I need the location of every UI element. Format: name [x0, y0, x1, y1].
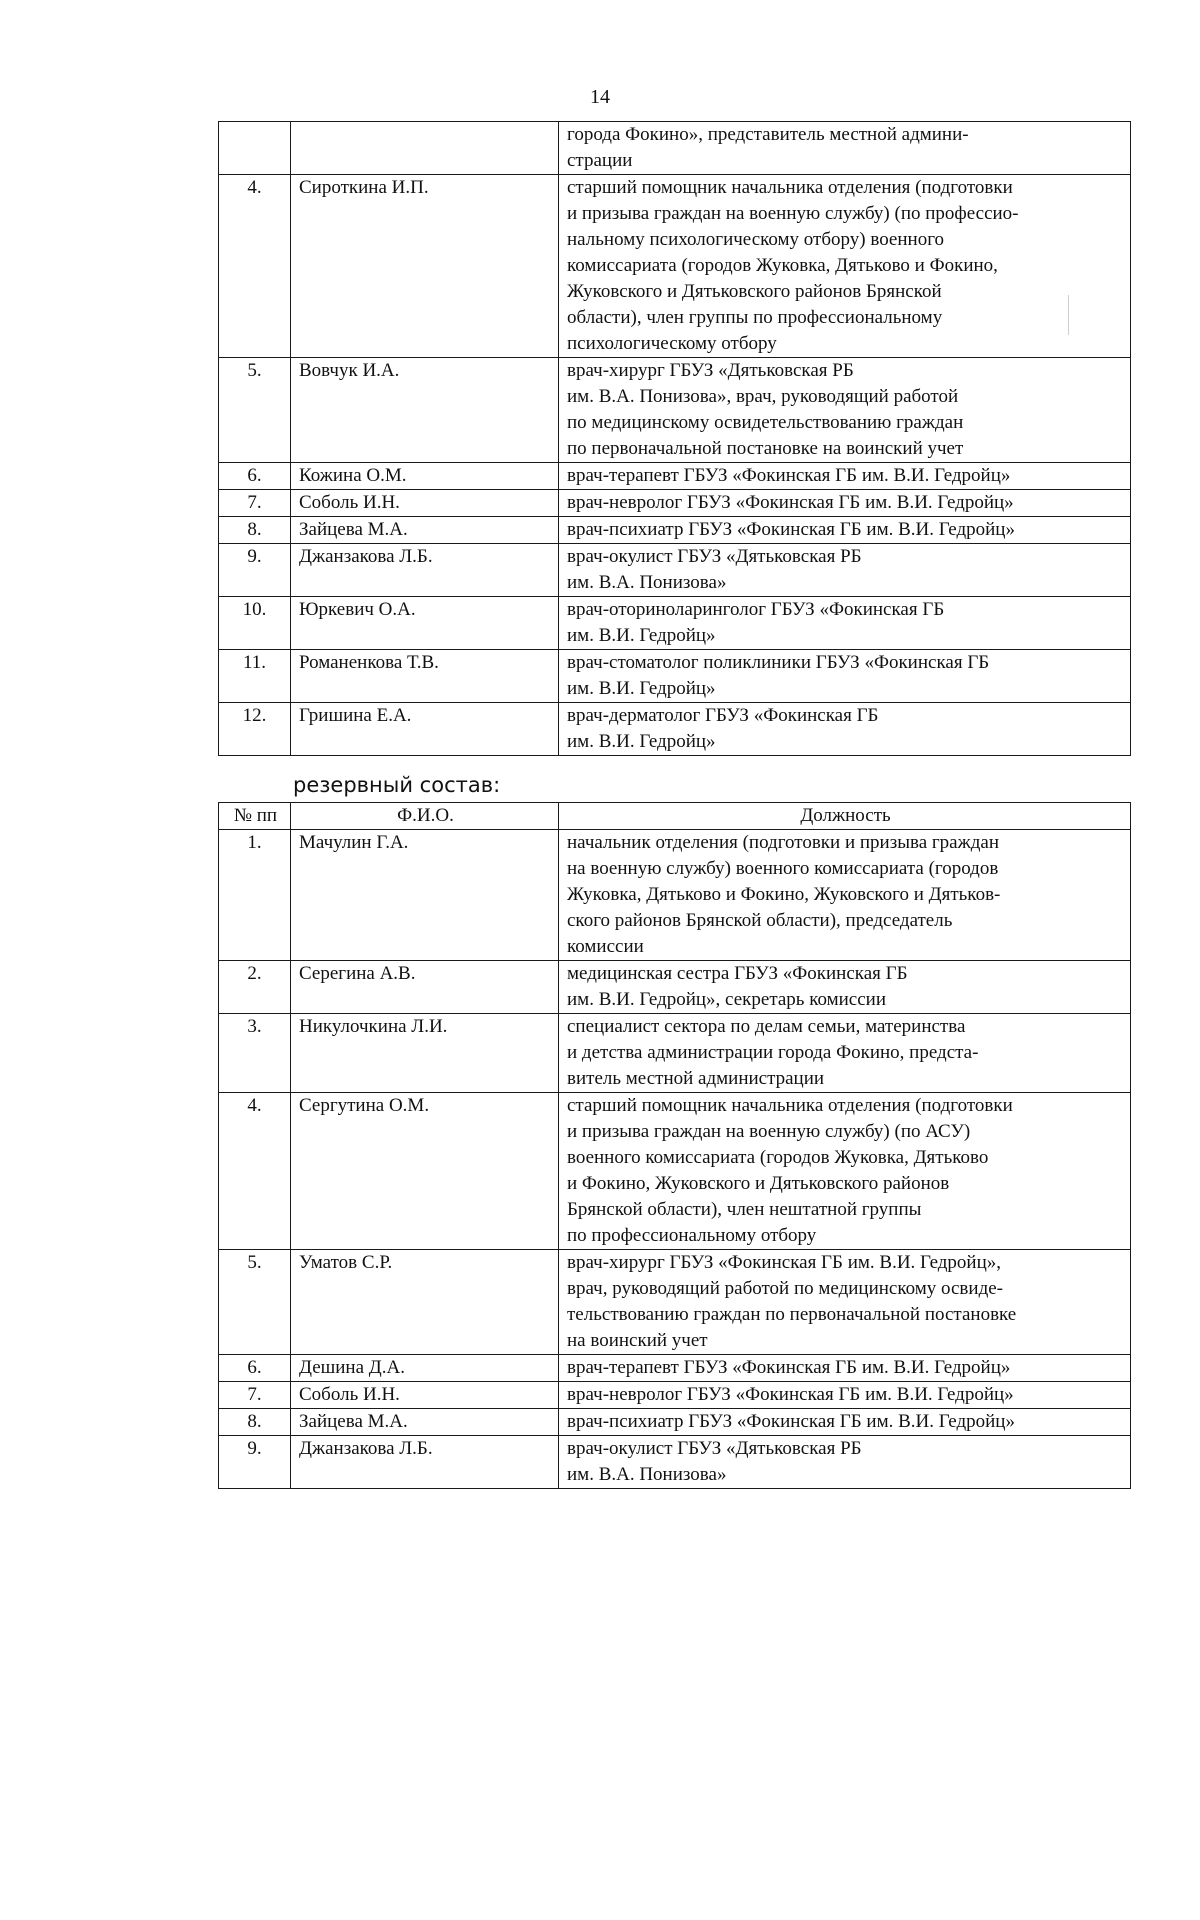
member-name: Юркевич О.А.: [291, 597, 559, 650]
table-row: [219, 517, 1131, 544]
member-position: врач-психиатр ГБУЗ «Фокинская ГБ им. В.И. Гедройц»: [559, 517, 1131, 544]
row-number: 10.: [219, 597, 291, 650]
reserve-heading: резервный состав:: [293, 773, 501, 797]
table-row: [219, 961, 1131, 1014]
member-position: врач-невролог ГБУЗ «Фокинская ГБ им. В.И. Гедройц»: [559, 490, 1131, 517]
row-number: 9.: [219, 544, 291, 597]
reserve-members-table-body: [219, 830, 1131, 1489]
member-position: начальник отделения (подготовки и призыва граждан на военную службу) военного комиссариата (городов Жуковка, Дятьково и Фокино, Жуковского и Дятьков- ского районов Брянской области), председатель комиссии: [559, 830, 1131, 961]
member-name: Джанзакова Л.Б.: [291, 1436, 559, 1489]
table-row: [219, 490, 1131, 517]
header-full-name: Ф.И.О.: [291, 803, 559, 830]
member-name: Романенкова Т.В.: [291, 650, 559, 703]
member-name: Гришина Е.А.: [291, 703, 559, 756]
table-row: [219, 122, 1131, 175]
row-number: [219, 122, 291, 175]
table-row: [219, 1382, 1131, 1409]
row-number: 4.: [219, 175, 291, 358]
table-row: [219, 703, 1131, 756]
row-number: 6.: [219, 1355, 291, 1382]
row-number: 4.: [219, 1093, 291, 1250]
header-position: Должность: [559, 803, 1131, 830]
member-position: врач-психиатр ГБУЗ «Фокинская ГБ им. В.И. Гедройц»: [559, 1409, 1131, 1436]
member-position: города Фокино», представитель местной админи- страции: [559, 122, 1131, 175]
table-row: [219, 463, 1131, 490]
page-number: 14: [590, 86, 610, 108]
row-number: 11.: [219, 650, 291, 703]
table-row: [219, 175, 1131, 358]
member-name: [291, 122, 559, 175]
row-number: 7.: [219, 490, 291, 517]
member-name: Джанзакова Л.Б.: [291, 544, 559, 597]
row-number: 8.: [219, 1409, 291, 1436]
row-number: 9.: [219, 1436, 291, 1489]
commission-members-table: [218, 121, 1131, 756]
member-position: старший помощник начальника отделения (подготовки и призыва граждан на военную службу) (по профессио- нальному психологическому отбору) военного комиссариата (городов Жуковка, Дятьково и Фокино, Жуковского и Дятьковского районов Брянской области), член группы по профессиональному психологическому отбору: [559, 175, 1131, 358]
member-position: врач-оториноларинголог ГБУЗ «Фокинская ГБ им. В.И. Гедройц»: [559, 597, 1131, 650]
row-number: 5.: [219, 358, 291, 463]
member-position: врач-терапевт ГБУЗ «Фокинская ГБ им. В.И. Гедройц»: [559, 1355, 1131, 1382]
commission-members-table-body: [219, 122, 1131, 756]
member-position: медицинская сестра ГБУЗ «Фокинская ГБ им. В.И. Гедройц», секретарь комиссии: [559, 961, 1131, 1014]
member-position: специалист сектора по делам семьи, материнства и детства администрации города Фокино, предста- витель местной администрации: [559, 1014, 1131, 1093]
member-position: врач-терапевт ГБУЗ «Фокинская ГБ им. В.И. Гедройц»: [559, 463, 1131, 490]
row-number: 8.: [219, 517, 291, 544]
row-number: 1.: [219, 830, 291, 961]
reserve-members-table: [218, 802, 1131, 1489]
scan-artifact-line: [1068, 295, 1069, 335]
member-position: врач-хирург ГБУЗ «Дятьковская РБ им. В.А. Понизова», врач, руководящий работой по медицинскому освидетельствованию граждан по первоначальной постановке на воинский учет: [559, 358, 1131, 463]
table-row: [219, 1355, 1131, 1382]
member-name: Сергутина О.М.: [291, 1093, 559, 1250]
table-row: [219, 544, 1131, 597]
row-number: 12.: [219, 703, 291, 756]
member-position: врач-дерматолог ГБУЗ «Фокинская ГБ им. В.И. Гедройц»: [559, 703, 1131, 756]
member-name: Соболь И.Н.: [291, 490, 559, 517]
row-number: 3.: [219, 1014, 291, 1093]
member-name: Зайцева М.А.: [291, 517, 559, 544]
member-name: Серегина А.В.: [291, 961, 559, 1014]
reserve-table-header-row: [219, 803, 1131, 830]
table-row: [219, 597, 1131, 650]
member-name: Никулочкина Л.И.: [291, 1014, 559, 1093]
member-position: врач-окулист ГБУЗ «Дятьковская РБ им. В.А. Понизова»: [559, 544, 1131, 597]
member-position: врач-хирург ГБУЗ «Фокинская ГБ им. В.И. Гедройц», врач, руководящий работой по медицинскому освиде- тельствованию граждан по первоначальной постановке на воинский учет: [559, 1250, 1131, 1355]
member-name: Уматов С.Р.: [291, 1250, 559, 1355]
member-name: Дешина Д.А.: [291, 1355, 559, 1382]
member-position: врач-невролог ГБУЗ «Фокинская ГБ им. В.И. Гедройц»: [559, 1382, 1131, 1409]
header-number: № пп: [219, 803, 291, 830]
row-number: 5.: [219, 1250, 291, 1355]
row-number: 6.: [219, 463, 291, 490]
table-row: [219, 1436, 1131, 1489]
member-name: Зайцева М.А.: [291, 1409, 559, 1436]
table-row: [219, 1250, 1131, 1355]
table-row: [219, 1409, 1131, 1436]
table-row: [219, 358, 1131, 463]
member-position: врач-окулист ГБУЗ «Дятьковская РБ им. В.А. Понизова»: [559, 1436, 1131, 1489]
table-row: [219, 1014, 1131, 1093]
row-number: 2.: [219, 961, 291, 1014]
member-position: врач-стоматолог поликлиники ГБУЗ «Фокинская ГБ им. В.И. Гедройц»: [559, 650, 1131, 703]
member-name: Кожина О.М.: [291, 463, 559, 490]
row-number: 7.: [219, 1382, 291, 1409]
table-row: [219, 650, 1131, 703]
member-name: Вовчук И.А.: [291, 358, 559, 463]
table-row: [219, 830, 1131, 961]
member-name: Мачулин Г.А.: [291, 830, 559, 961]
member-position: старший помощник начальника отделения (подготовки и призыва граждан на военную службу) (по АСУ) военного комиссариата (городов Жуковка, Дятьково и Фокино, Жуковского и Дятьковского районов Брянской области), член нештатной группы по профессиональному отбору: [559, 1093, 1131, 1250]
table-row: [219, 1093, 1131, 1250]
member-name: Сироткина И.П.: [291, 175, 559, 358]
member-name: Соболь И.Н.: [291, 1382, 559, 1409]
